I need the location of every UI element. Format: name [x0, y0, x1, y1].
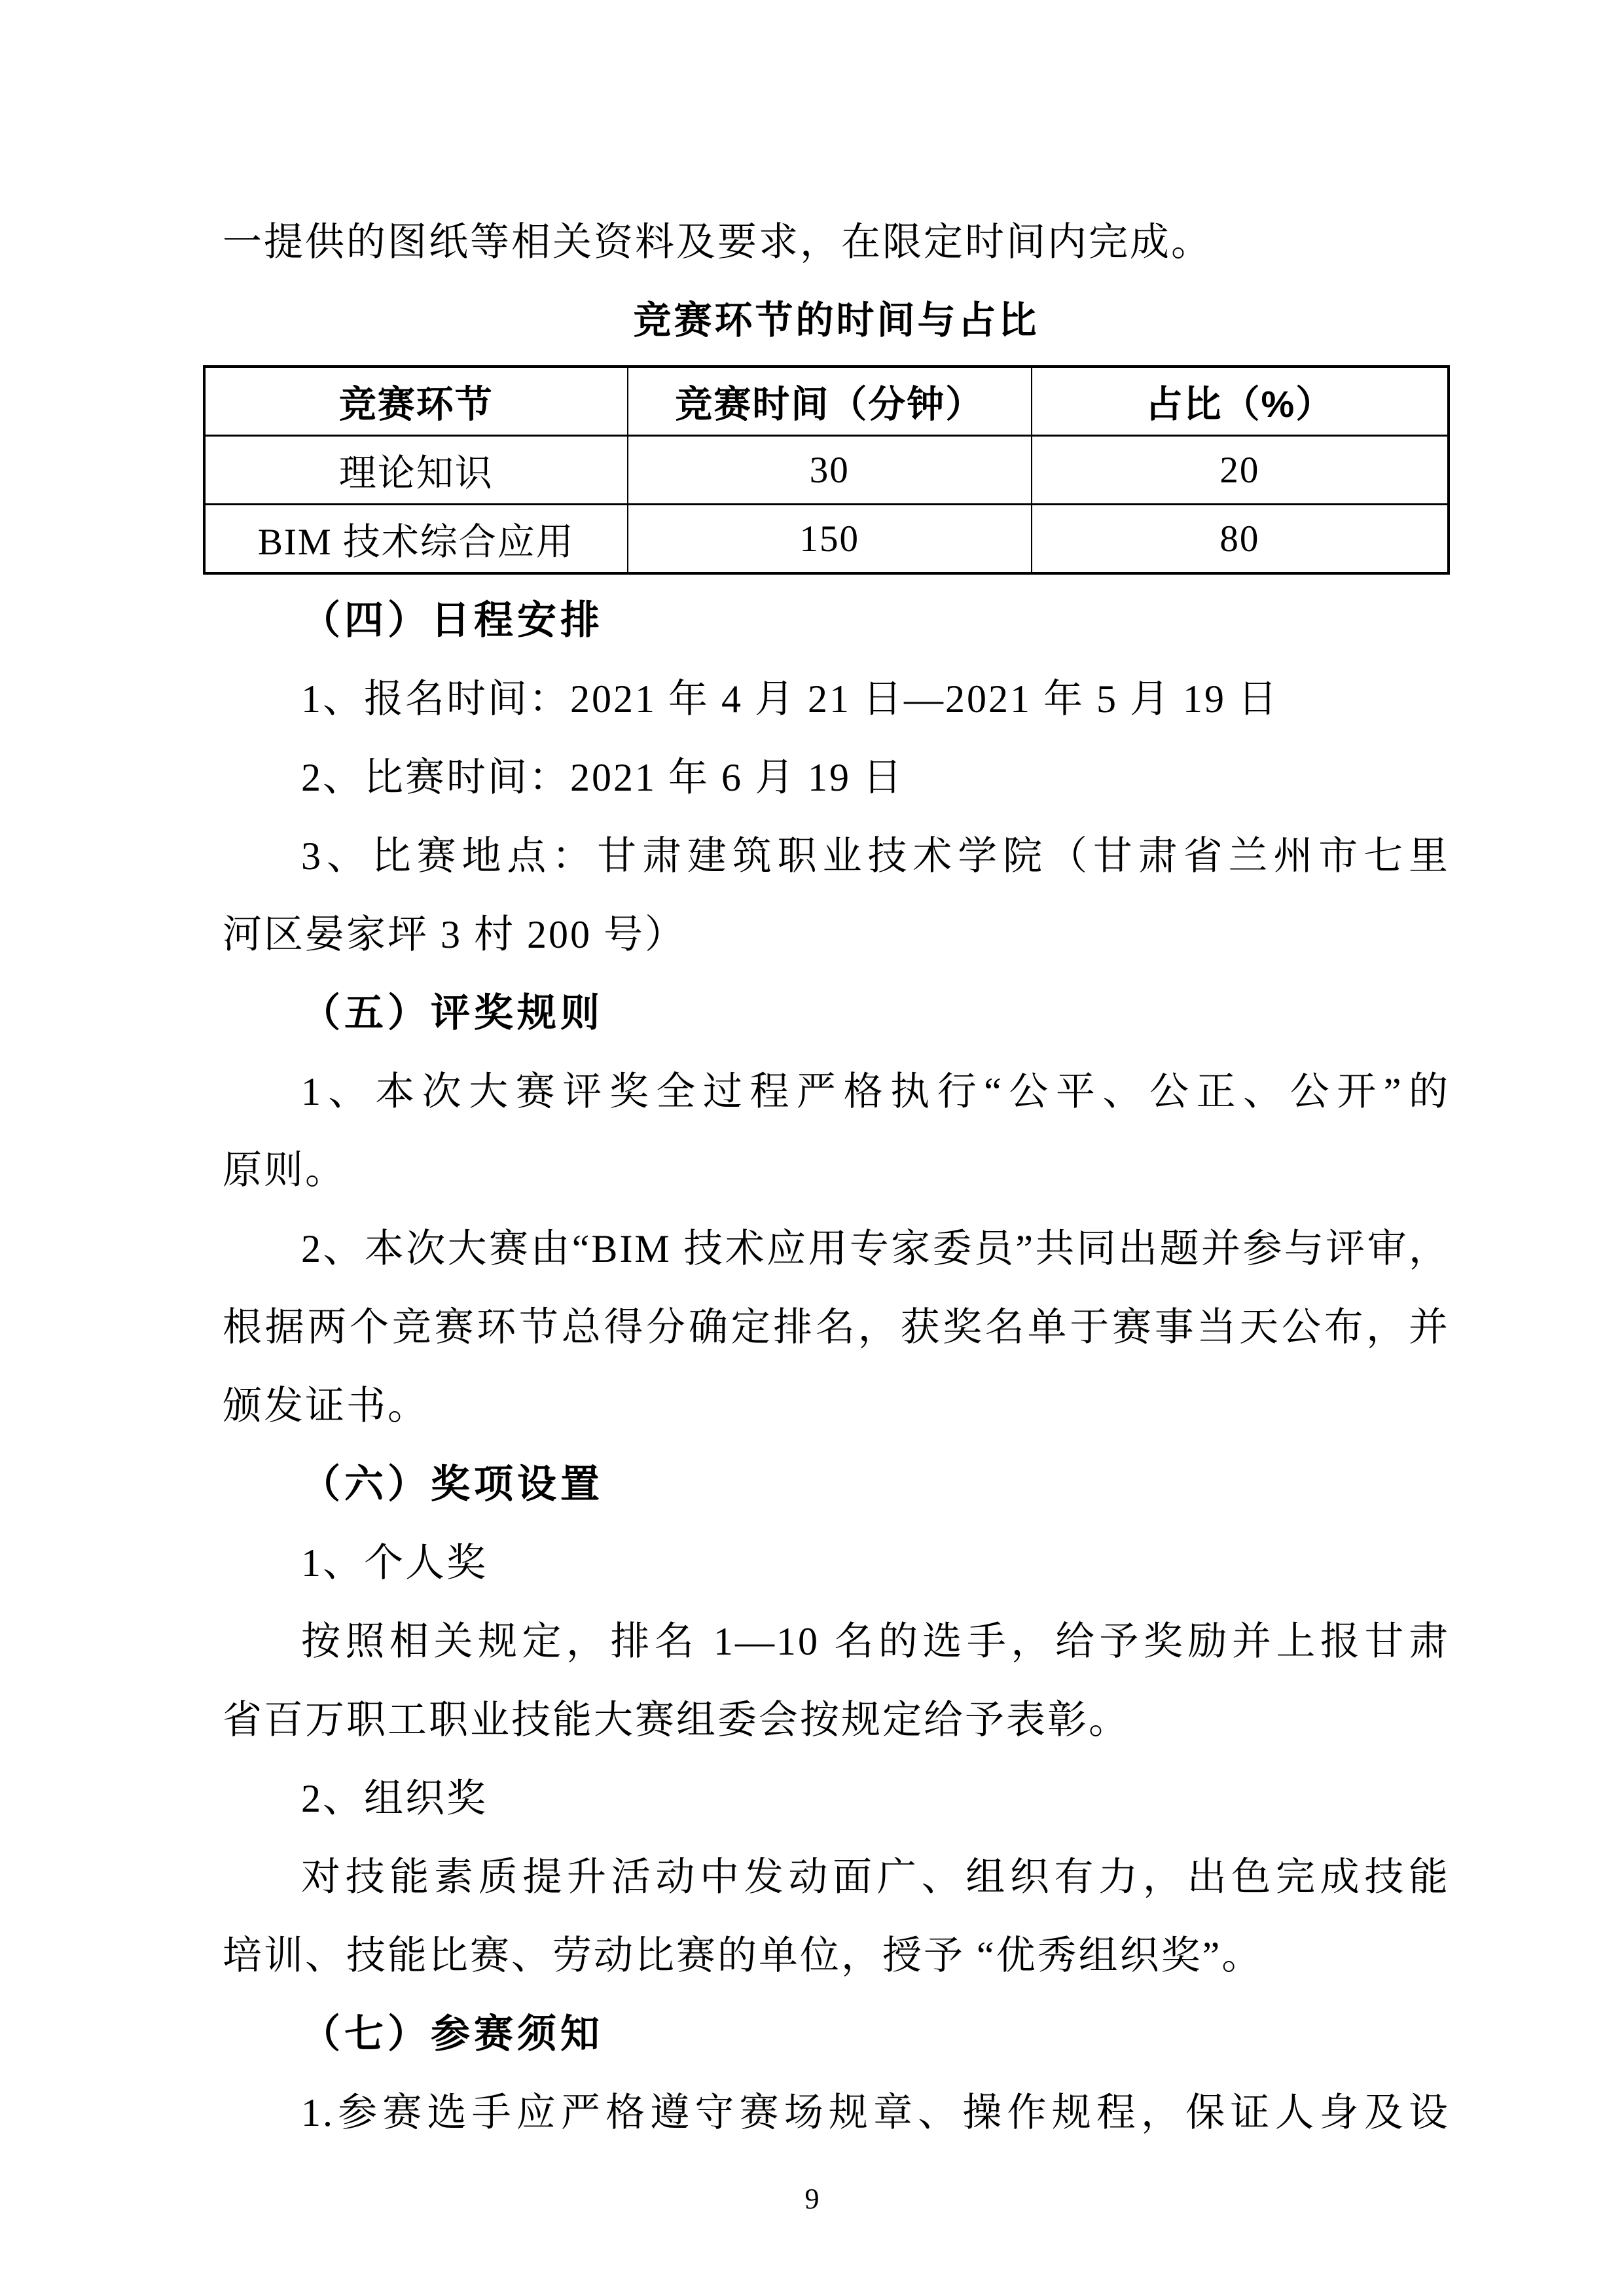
page-number: 9 — [804, 2183, 820, 2215]
table-cell-ratio: 80 — [1032, 505, 1449, 574]
table-header-time: 竞赛时间（分钟） — [628, 367, 1032, 436]
table-cell-time: 150 — [628, 505, 1032, 574]
line-notice-1: 1.参赛选手应严格遵守赛场规章、操作规程，保证人身及设 — [301, 2091, 1450, 2134]
line-individual-award: 1、个人奖 — [301, 1541, 488, 1585]
intro-line: 一提供的图纸等相关资料及要求，在限定时间内完成。 — [223, 221, 1212, 264]
table-row-bim — [204, 505, 1449, 574]
table-header-stage: 竞赛环节 — [204, 367, 628, 436]
heading-section-four: （四）日程安排 — [301, 598, 604, 642]
line-individual-award-detail: 按照相关规定，排名 1—10 名的选手，给予奖励并上报甘肃 — [301, 1620, 1450, 1663]
line-competition-time: 2、比赛时间：2021 年 6 月 19 日 — [301, 756, 904, 799]
document-content — [223, 203, 1450, 2152]
line-registration-time: 1、报名时间：2021 年 4 月 21 日—2021 年 5 月 19 日 — [301, 677, 1279, 721]
table-cell-ratio: 20 — [1032, 436, 1449, 505]
line-award-rule-1: 1、本次大赛评奖全过程严格执行“公平、公正、公开”的 — [301, 1070, 1450, 1113]
heading-section-five: （五）评奖规则 — [301, 991, 604, 1035]
table-header-ratio: 占比（%） — [1032, 367, 1449, 436]
table-header-row — [204, 367, 1449, 436]
competition-time-table — [203, 365, 1450, 575]
table-title: 竞赛环节的时间与占比 — [633, 299, 1039, 342]
line-competition-venue: 3、比赛地点：甘肃建筑职业技术学院（甘肃省兰州市七里 — [301, 834, 1450, 878]
line-award-rule-2-continuation: 根据两个竞赛环节总得分确定排名，获奖名单于赛事当天公布，并 — [223, 1306, 1450, 1349]
heading-section-seven: （七）参赛须知 — [301, 2012, 604, 2056]
line-award-rule-2: 2、本次大赛由“BIM 技术应用专家委员”共同出题并参与评审， — [301, 1227, 1450, 1270]
heading-section-six: （六）奖项设置 — [301, 1462, 604, 1506]
line-award-rule-1-continuation: 原则。 — [223, 1149, 346, 1192]
table-cell-time: 30 — [628, 436, 1032, 505]
table-cell-stage: BIM 技术综合应用 — [204, 505, 628, 574]
table-row-theory — [204, 436, 1449, 505]
line-organization-award-continuation: 培训、技能比赛、劳动比赛的单位，授予 “优秀组织奖”。 — [223, 1934, 1263, 1977]
line-individual-award-continuation: 省百万职工职业技能大赛组委会按规定给予表彰。 — [223, 1698, 1130, 1742]
table-cell-stage: 理论知识 — [204, 436, 628, 505]
line-organization-award-detail: 对技能素质提升活动中发动面广、组织有力，出色完成技能 — [301, 1856, 1450, 1899]
line-organization-award: 2、组织奖 — [301, 1777, 488, 1820]
line-award-rule-2-ending: 颁发证书。 — [223, 1384, 429, 1427]
line-venue-continuation: 河区晏家坪 3 村 200 号） — [223, 913, 686, 956]
